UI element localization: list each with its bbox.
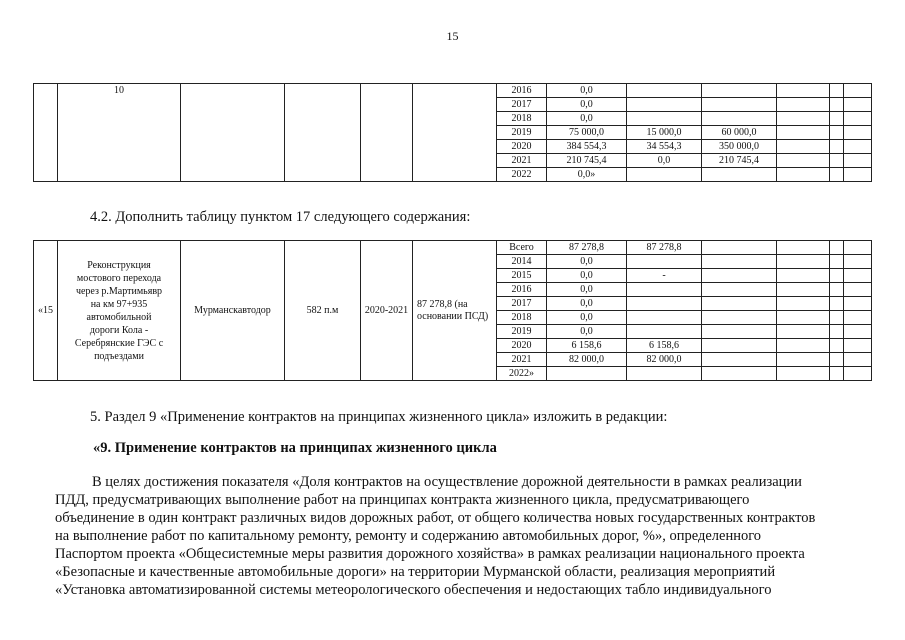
cell-empty: [844, 98, 872, 112]
cell-empty: [777, 98, 830, 112]
cell-federal: [627, 112, 702, 126]
table-new-item: [33, 240, 872, 381]
cell-empty: [830, 126, 844, 140]
body-line: «Безопасные и качественные автомобильные дороги» на территории Мурманской области, реализация мероприятий: [55, 564, 776, 580]
cell-federal: [627, 98, 702, 112]
cell-empty: [830, 84, 844, 98]
page-number: 15: [446, 29, 459, 43]
cell-federal: [627, 255, 702, 269]
cell-empty: [844, 325, 872, 339]
cell-customer: [181, 84, 285, 182]
cell-total: 384 554,3: [547, 140, 627, 154]
cell-total: 0,0: [547, 325, 627, 339]
cell-empty: [830, 283, 844, 297]
cell-year: 2018: [497, 311, 547, 325]
cell-federal: [627, 297, 702, 311]
cell-federal: 82 000,0: [627, 353, 702, 367]
cell-cost: [413, 84, 497, 182]
cell-empty: [777, 84, 830, 98]
cell-year: 2016: [497, 283, 547, 297]
cell-object-name: Реконструкция мостового перехода через р.Мартимьявр на км 97+935 автомобильной дороги Кола - Серебрянские ГЭС с подъездами: [58, 241, 181, 381]
cell-federal: [627, 325, 702, 339]
cell-empty: [777, 126, 830, 140]
cell-empty: [830, 112, 844, 126]
cell-empty: [844, 283, 872, 297]
cell-year: 2014: [497, 255, 547, 269]
cell-empty: [777, 241, 830, 255]
cell-empty: [844, 367, 872, 381]
body-line: «Установка автоматизированной системы метеорологического обеспечения и недостающих табло индивидуального: [55, 582, 772, 598]
cell-empty: [844, 311, 872, 325]
cell-empty: [844, 154, 872, 168]
cell-regional: [702, 112, 777, 126]
cell-empty: [777, 112, 830, 126]
cell-year: 2016: [497, 84, 547, 98]
cell-regional: [702, 269, 777, 283]
cell-regional: [702, 353, 777, 367]
cell-total: 0,0: [547, 112, 627, 126]
cell-regional: [702, 311, 777, 325]
cell-regional: [702, 297, 777, 311]
cell-year: 2021: [497, 353, 547, 367]
section-4-2-text: 4.2. Дополнить таблицу пунктом 17 следующего содержания:: [90, 209, 471, 225]
cell-total: 87 278,8: [547, 241, 627, 255]
cell-federal: 15 000,0: [627, 126, 702, 140]
cell-year: 2020: [497, 339, 547, 353]
cell-federal: [627, 84, 702, 98]
cell-empty: [777, 255, 830, 269]
cell-empty: [777, 283, 830, 297]
cell-year: 2022»: [497, 367, 547, 381]
cell-empty: [777, 140, 830, 154]
cell-empty: [830, 140, 844, 154]
cell-federal: 34 554,3: [627, 140, 702, 154]
cell-empty: [777, 339, 830, 353]
cell-federal: 87 278,8: [627, 241, 702, 255]
cell-empty: [830, 255, 844, 269]
cell-empty: [830, 98, 844, 112]
cell-regional: [702, 241, 777, 255]
cell-empty: [830, 168, 844, 182]
cell-year: 2019: [497, 325, 547, 339]
cell-year: 2017: [497, 98, 547, 112]
cell-empty: [844, 126, 872, 140]
cell-empty: [830, 154, 844, 168]
cell-total: 0,0: [547, 311, 627, 325]
cell-number: [34, 84, 58, 182]
cell-empty: [777, 154, 830, 168]
cell-item-number: «15: [34, 241, 58, 381]
table-row-10: [33, 83, 872, 182]
cell-empty: [777, 325, 830, 339]
cell-regional: 210 745,4: [702, 154, 777, 168]
cell-total: 210 745,4: [547, 154, 627, 168]
cell-empty: [844, 255, 872, 269]
cell-empty: [777, 311, 830, 325]
table-row: [34, 241, 872, 255]
cell-regional: [702, 283, 777, 297]
body-line: объединение в один контракт различных видов дорожных работ, от общего количества новых государственных контрактов: [55, 510, 816, 526]
cell-year: 2019: [497, 126, 547, 140]
cell-regional: 350 000,0: [702, 140, 777, 154]
cell-total: 0,0»: [547, 168, 627, 182]
cell-year: Всего: [497, 241, 547, 255]
body-line: В целях достижения показателя «Доля контрактов на осуществление дорожной деятельности в рамках реализации: [92, 474, 802, 490]
cell-empty: [844, 353, 872, 367]
cell-empty: [844, 168, 872, 182]
cell-total: 75 000,0: [547, 126, 627, 140]
cell-year: 2020: [497, 140, 547, 154]
cell-customer: Мурманскавтодор: [181, 241, 285, 381]
cell-empty: [844, 84, 872, 98]
cell-federal: -: [627, 269, 702, 283]
cell-year: 2017: [497, 297, 547, 311]
cell-capacity: 582 п.м: [285, 241, 361, 381]
cell-regional: [702, 255, 777, 269]
cell-total: 0,0: [547, 297, 627, 311]
cell-capacity: [285, 84, 361, 182]
cell-total: 0,0: [547, 84, 627, 98]
cell-empty: [830, 339, 844, 353]
body-line: на выполнение работ по капитальному ремонту, ремонту и содержанию автомобильных дорог, %», определенного: [55, 528, 762, 544]
cell-year: 2022: [497, 168, 547, 182]
cell-federal: [627, 168, 702, 182]
cell-regional: [702, 98, 777, 112]
body-line: ПДД, предусматривающих выполнение работ на принципах контракта жизненного цикла, предусматривающего: [55, 492, 750, 508]
cell-empty: [830, 241, 844, 255]
cell-empty: [777, 353, 830, 367]
cell-total: 0,0: [547, 269, 627, 283]
cell-regional: 60 000,0: [702, 126, 777, 140]
body-paragraph: [55, 473, 865, 599]
cell-period: 2020-2021: [361, 241, 413, 381]
cell-empty: [844, 140, 872, 154]
cell-empty: [844, 112, 872, 126]
cell-regional: [702, 84, 777, 98]
table-row: [34, 84, 872, 98]
cell-federal: [627, 283, 702, 297]
body-line: Паспортом проекта «Общесистемные меры развития дорожного хозяйства» в рамках реализации национального проекта: [55, 546, 805, 562]
cell-total: 82 000,0: [547, 353, 627, 367]
cell-row-number: 10: [58, 84, 181, 182]
cell-total: 0,0: [547, 98, 627, 112]
cell-empty: [777, 297, 830, 311]
cell-empty: [777, 269, 830, 283]
cell-federal: 6 158,6: [627, 339, 702, 353]
cell-cost: 87 278,8 (на основании ПСД): [413, 241, 497, 381]
section-5-text: 5. Раздел 9 «Применение контрактов на принципах жизненного цикла» изложить в редакции:: [90, 409, 668, 425]
cell-empty: [830, 325, 844, 339]
cell-year: 2018: [497, 112, 547, 126]
cell-empty: [777, 168, 830, 182]
cell-empty: [830, 367, 844, 381]
cell-federal: 0,0: [627, 154, 702, 168]
cell-regional: [702, 367, 777, 381]
section-9-heading: «9. Применение контрактов на принципах жизненного цикла: [93, 440, 497, 456]
cell-total: [547, 367, 627, 381]
cell-empty: [830, 297, 844, 311]
cell-empty: [830, 353, 844, 367]
cell-federal: [627, 367, 702, 381]
cell-year: 2015: [497, 269, 547, 283]
cell-empty: [844, 297, 872, 311]
cell-federal: [627, 311, 702, 325]
cell-total: 6 158,6: [547, 339, 627, 353]
cell-regional: [702, 339, 777, 353]
cell-year: 2021: [497, 154, 547, 168]
cell-empty: [830, 269, 844, 283]
cell-total: 0,0: [547, 255, 627, 269]
cell-empty: [844, 339, 872, 353]
cell-empty: [830, 311, 844, 325]
cell-empty: [777, 367, 830, 381]
cell-period: [361, 84, 413, 182]
cell-total: 0,0: [547, 283, 627, 297]
cell-empty: [844, 241, 872, 255]
cell-regional: [702, 325, 777, 339]
cell-empty: [844, 269, 872, 283]
cell-regional: [702, 168, 777, 182]
